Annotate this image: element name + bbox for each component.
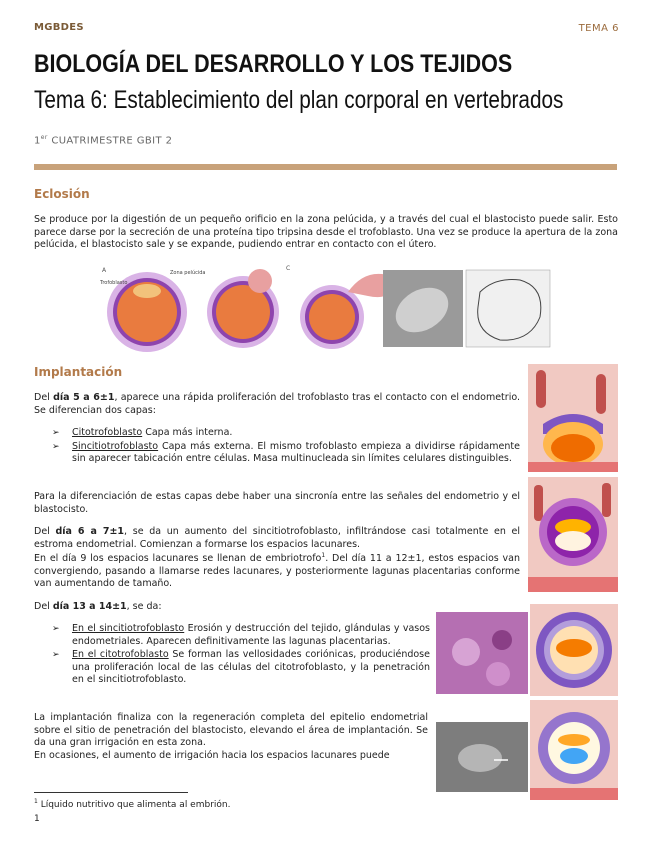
dia5-prefix: Del [34, 392, 54, 403]
dia6-prefix: Del [34, 526, 56, 537]
blastocyst-cavity [555, 531, 591, 551]
sincronia-paragraph: Para la diferenciación de estas capas debe haber una sincronía entre las señales del endometrio y el blastocisto. [34, 491, 520, 515]
capa-term: Sincitiotrofoblasto [72, 440, 159, 452]
cell-cluster [492, 630, 512, 650]
footnote-text: Líquido nutritivo que alimenta al embrión. [37, 800, 231, 810]
blastocyst-cavity [551, 434, 595, 462]
term-label [34, 134, 172, 146]
dia5-paragraph [34, 392, 520, 417]
evento-text: Se forman las vellosidades coriónicas, produciéndose una proliferación local de las células del citotrofoblasto, y la penetración en el sincitiotrofoblasto. [72, 649, 430, 686]
capas-list [52, 427, 520, 467]
dia13-bold: día 13 a 14±1 [52, 601, 127, 612]
page-title: BIOLOGÍA DEL DESARROLLO Y LOS TEJIDOS [34, 50, 513, 78]
yolk-sac [560, 748, 588, 764]
dia6-paragraph [34, 526, 520, 551]
uterine-gland [596, 374, 606, 414]
epithelium [528, 577, 618, 592]
evento-term: En el citotrofoblasto [72, 649, 169, 661]
page-number: 1 [34, 814, 40, 824]
footnote-mark: 1 [34, 798, 38, 805]
embryonic-disc [556, 639, 592, 657]
implantacion-heading: Implantación [34, 365, 123, 379]
eventos-list [52, 623, 430, 688]
implantation-figure-1 [528, 364, 618, 472]
figure-label-c: C [286, 265, 291, 272]
micrograph-2 [466, 270, 550, 347]
cell-cluster [452, 638, 480, 666]
figure-label-zona: Zona pelúcida [170, 270, 206, 276]
dia6-bold: día 6 a 7±1 [55, 526, 125, 537]
sem-micrograph [436, 722, 528, 792]
uterine-gland [602, 483, 611, 517]
capa-term: Citotrofoblasto [72, 427, 143, 438]
footnote-ref: 1 [321, 552, 326, 559]
uterine-gland [534, 485, 543, 521]
footnote-divider [34, 792, 188, 793]
list-item [52, 441, 520, 466]
amniotic-disc [558, 734, 590, 746]
list-item [52, 427, 520, 440]
histology-micrograph [436, 612, 528, 694]
arrow-bullet-icon: ➢ [52, 650, 60, 661]
implantation-figure-3 [530, 604, 618, 696]
dia9-text2: . Del día 11 a 12±1, estos espacios van convergiendo, pasando a llamarse redes lacunares, y posteriormente lagunas placentarias conforme van aumentando de tamaño. [34, 553, 520, 590]
tema-label: TEMA 6 [578, 23, 619, 34]
eclosion-paragraph: Se produce por la digestión de un pequeño orificio en la zona pelúcida, y a través del cual el blastocisto puede salir. Esto parece darse por la secreción de una proteína tipo tripsina desde el trofoblasto. Una vez se produce la apertura de la zona pelúcida, el blastocisto sale y se expande, pudiendo entrar en contacto con el útero. [34, 214, 618, 251]
cell-cluster [486, 662, 510, 686]
arrow-bullet-icon: ➢ [52, 624, 60, 634]
implantation-site [458, 744, 502, 772]
implantation-figure-4 [530, 700, 618, 800]
stained-tissue [436, 612, 528, 694]
term-rest: CUATRIMESTRE GBIT 2 [47, 135, 173, 147]
dia5-text: , aparece una rápida proliferación del trofoblasto tras el contacto con el endometrio. Se diferencian dos capas: [34, 392, 520, 416]
hatching-figure [100, 262, 552, 354]
eclosion-heading: Eclosión [34, 187, 90, 201]
figure-label-troph: Trofoblasto [100, 280, 128, 286]
page-subtitle: Tema 6: Establecimiento del plan corporal en vertebrados [34, 86, 564, 114]
list-item [52, 623, 430, 648]
dia13-prefix: Del [34, 601, 53, 612]
list-item [52, 649, 430, 687]
footnote [34, 798, 230, 810]
blastocyst-1-icm [133, 284, 161, 298]
course-code: MGBDES [34, 22, 84, 33]
evento-term: En el sincitiotrofoblasto [72, 623, 185, 634]
evento-text: Erosión y destrucción del tejido, glándulas y vasos endometriales. Aparecen definitivamente las lagunas placentarias. [72, 623, 430, 647]
dia5-bold: día 5 a 6±1 [53, 392, 115, 403]
dia13-paragraph [34, 601, 434, 614]
dia9-paragraph [34, 550, 520, 591]
epithelium [530, 788, 618, 800]
arrow-bullet-icon: ➢ [52, 441, 60, 452]
blastocyst-2-bulge [248, 269, 272, 293]
epithelium [528, 462, 618, 472]
dia13-text: , se da: [126, 601, 162, 612]
final-paragraph: La implantación finaliza con la regeneración completa del epitelio endometrial sobre el sitio de penetración del blastocisto, elevando el área de implantación. Se da una gran irrigación en esta zona. En ocasiones, el aumento de irrigación hacia los espacios lacunares puede [34, 712, 428, 761]
capa-text: Capa más interna. [142, 427, 233, 438]
term-ordinal-sup: er [40, 134, 48, 141]
blastocyst-2-cavity [216, 285, 270, 339]
implantation-figure-2 [528, 477, 618, 592]
dia6-text: , se da un aumento del sincitiotrofoblasto, infiltrándose casi totalmente en el estroma endometrial. Comienzan a formarse los espacios lacunares. [34, 526, 520, 550]
uterine-gland [536, 370, 546, 408]
blastocyst-3-cavity [309, 294, 355, 340]
figure-label-a: A [102, 267, 107, 274]
title-divider [34, 164, 617, 170]
term-ordinal: 1 [34, 135, 41, 147]
dia9-text1: En el día 9 los espacios lacunares se llenan de embriotrofo [34, 553, 322, 565]
arrow-bullet-icon: ➢ [52, 428, 60, 438]
capa-text: Capa más externa. El mismo trofoblasto empieza a dividirse rápidamente sin aparecer tabicación entre células. Masa multinucleada sin límites celulares distinguibles. [72, 440, 520, 465]
